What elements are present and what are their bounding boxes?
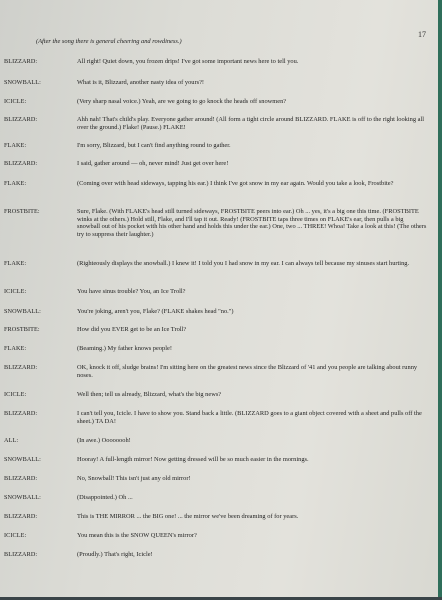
speaker: FLAKE: [4,142,27,149]
dialogue-text: How did you EVER get to be an Ice Troll? [77,326,187,333]
dialogue-text: I said, gather around — oh, never mind! Just get over here! [77,160,229,167]
speaker: ICICLE: [4,288,27,295]
speaker: FLAKE: [4,345,27,352]
speaker: BLIZZARD: [4,364,38,371]
dialogue-text: (Very sharp nasal voice.) Yeah, are we going to go knock the heads off snowmen? [77,98,287,105]
speaker: BLIZZARD: [4,475,38,482]
dialogue-text: (Righteously displays the snowball.) I knew it! I told you I had snow in my ear. I can always tell because my sinuses start hurting. [77,260,410,267]
dialogue-text: I'm sorry, Blizzard, but I can't find anything round to gather. [77,142,231,149]
speaker: BLIZZARD: [4,116,38,123]
speaker: ICICLE: [4,98,27,105]
dialogue-text: (Beaming.) My father knows people! [77,345,172,352]
dialogue-text: (Proudly.) That's right, Icicle! [77,551,153,558]
speaker: SNOWBALL: [4,494,41,501]
speaker: FLAKE: [4,180,27,187]
dialogue-text: You're joking, aren't you, Flake? (FLAKE shakes head "no.") [77,308,234,315]
dialogue-text: You have sinus trouble? You, an Ice Troll? [77,288,186,295]
speaker: BLIZZARD: [4,160,38,167]
speaker: SNOWBALL: [4,456,41,463]
speaker: BLIZZARD: [4,58,38,65]
dialogue-text: All right! Quiet down, you frozen drips! I've got some important news here to tell you. [77,58,299,65]
dialogue-text: OK, knock it off, sludge brains! I'm sitting here on the greatest news since the Blizzard of '41 and you people are talking about runny noses. [77,364,418,379]
dialogue-text: No, Snowball! This isn't just any old mirror! [77,475,191,482]
dialogue-text: (Coming over with head sideways, tapping his ear.) I think I've got snow in my ear again. Would you take a look, Frostbite? [77,180,394,187]
dialogue-text: What is it, Blizzard, another nasty idea of yours?! [77,79,205,86]
speaker: SNOWBALL: [4,79,41,86]
dialogue-text: Well then; tell us already, Blizzard, what's the big news? [77,391,222,398]
speaker: BLIZZARD: [4,551,38,558]
speaker: FROSTBITE: [4,208,40,215]
speaker: ALL: [4,437,19,444]
speaker: FLAKE: [4,260,27,267]
dialogue-text: I can't tell you, Icicle. I have to show you. Stand back a little. (BLIZZARD goes to a giant object covered with a sheet and pulls off the sheet.) TA DA! [77,410,422,425]
page-number: 17 [418,30,426,39]
speaker: SNOWBALL: [4,308,41,315]
script-page: 17 (After the song there is general cheering and rowdiness.) BLIZZARD: All right! Quiet down, you frozen drips! I've got some important news here to tell you. SNOWBALL: What is it, Blizzard, another nasty idea of yours?! ICICLE: (Very sharp nasal voice.) Yeah, are we going to go knock the heads off snowmen? BLIZZARD: Ahh nah! That's child's play. Everyone gather around! (All form a tight circle around BLIZZARD. FLAKE is off to the right looking all over the ground.) Flake! (Pause.) FLAKE! FLAKE: I'm sorry, Blizzard, but I can't find anything round to gather. BLIZZARD: I said, gather around — oh, never mind! Just get over here! FLAKE: (Coming over with head sideways, tapping his ear.) I think I've got snow in my ear again. Would you take a look, Frostbite? FROSTBITE: Sure, Flake. (With FLAKE's head still turned sideways, FROSTBITE peers into ear.) Oh ... yes, it's a big one this time. (FROSTBITE winks at the others.) Hold still, Flake, and I'll tap it out. Ready! (FROSTBITE taps three times on FLAKE's ear, then pulls a big snowball out of his pocket with his other hand and holds this under the ear.) One, two ... THREE! Whoa! Take a look at this! (The others try to suppress their laughter.) FLAKE: (Righteously displays the snowball.) I knew it! I told you I had snow in my ear. I can always tell because my sinuses start hurting. ICICLE: You have sinus trouble? You, an Ice Troll? SNOWBALL: You're joking, aren't you, Flake? (FLAKE shakes head "no.") FROSTBITE: How did you EVER get to be an Ice Troll? FLAKE: (Beaming.) My father knows people! BLIZZARD: OK, knock it off, sludge brains! I'm sitting here on the greatest news since the Blizzard of '41 and you people are talking about runny noses. ICICLE: Well then; tell us already, Blizzard, what's the big news? BLIZZARD: I can't tell you, Icicle. I have to show you. Stand back a little. (BLIZZARD goes to a giant object covered with a sheet and pulls off the sheet.) TA DA! ALL: (In awe.) Oooooooh! SNOWBALL: Hooray! A full-length mirror! Now getting dressed will be so much easier in the mornings. BLIZZARD: No, Snowball! This isn't just any old mirror! SNOWBALL: (Disappointed.) Oh ... BLIZZARD: This is THE MIRROR ... the BIG one! ... the mirror we've been dreaming of for years. ICICLE: You mean this is the SNOW QUEEN's mirror? BLIZZARD: (Proudly.) That's right, Icicle! [0,0,442,600]
speaker: ICICLE: [4,532,27,539]
book-edge-right [438,0,442,600]
dialogue-text: Hooray! A full-length mirror! Now getting dressed will be so much easier in the mornings. [77,456,309,463]
speaker: FROSTBITE: [4,326,40,333]
speaker: BLIZZARD: [4,410,38,417]
dialogue-text: (In awe.) Oooooooh! [77,437,131,444]
dialogue-text: (Disappointed.) Oh ... [77,494,133,501]
dialogue-text: Ahh nah! That's child's play. Everyone gather around! (All form a tight circle around BLIZZARD. FLAKE is off to the right looking all over the ground.) Flake! (Pause.) FLAKE! [77,116,425,131]
speaker: ICICLE: [4,391,27,398]
dialogue-text: This is THE MIRROR ... the BIG one! ... the mirror we've been dreaming of for years. [77,513,299,520]
speaker: BLIZZARD: [4,513,38,520]
dialogue-text: You mean this is the SNOW QUEEN's mirror? [77,532,197,539]
dialogue-text: Sure, Flake. (With FLAKE's head still turned sideways, FROSTBITE peers into ear.) Oh ... yes, it's a big one this time. (FROSTBITE winks at the others.) Hold still, Flake, and I'll tap it out. Ready! (FROSTBITE taps three times on FLAKE's ear, then pulls a big snowball out of his pocket with his other hand and holds this under the ear.) One, two ... THREE! Whoa! Take a look at this! (The others try to suppress their laughter.) [77,208,427,238]
